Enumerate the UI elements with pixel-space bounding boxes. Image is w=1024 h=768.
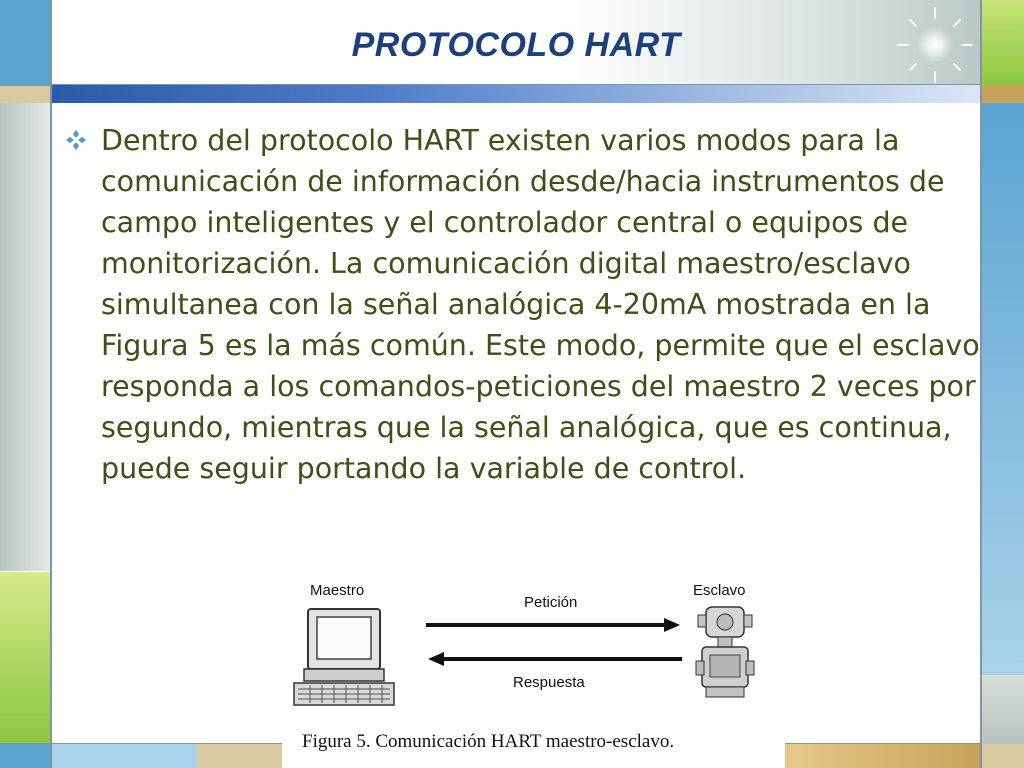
master-label: Maestro	[310, 582, 365, 599]
frame-block-left-tan	[0, 85, 50, 103]
request-arrow	[424, 617, 684, 633]
frame-block-left-green	[0, 572, 50, 744]
frame-block-left-grey	[0, 103, 50, 571]
frame-block-right-tan	[982, 85, 1024, 103]
figure-caption: Figura 5. Comunicación HART maestro-esclavo.	[302, 731, 675, 752]
frame-block-right-bottom	[982, 744, 1024, 768]
frame-block-top-left	[0, 0, 50, 85]
slide-body-text: Dentro del protocolo HART existen varios modos para la comunicación de información desde/hacia instrumentos de campo inteligentes y el controlador central o equipos de monitorización. La comunicación digital maestro/esclavo simultanea con la señal analógica 4-20mA mostrada en la Figura 5 es la más común. Este modo, permite que el esclavo responda a los comandos-peticiones del maestro 2 veces por segundo, mientras que la señal analógica, que es continua, puede seguir portando la variable de control.	[101, 124, 980, 485]
response-arrow	[424, 651, 684, 667]
diamond-cluster-bullet-icon	[64, 128, 88, 152]
response-label: Respuesta	[513, 674, 585, 691]
frame-block-right-grey	[982, 675, 1024, 744]
request-label: Petición	[524, 594, 578, 611]
frame-block-bottom-blue	[52, 744, 197, 768]
slide-title: PROTOCOLO HART	[351, 26, 681, 64]
field-transmitter-icon	[692, 603, 758, 703]
frame-line-left	[50, 0, 52, 768]
frame-block-bottom-tan	[197, 744, 283, 768]
frame-block-right-green	[982, 0, 1024, 85]
frame-block-left-bottom	[0, 744, 50, 768]
slave-label: Esclavo	[693, 582, 746, 599]
figure-master-slave	[282, 573, 785, 768]
computer-terminal-icon	[290, 603, 402, 715]
frame-block-bottom-grey	[784, 744, 980, 768]
title-underline-bar	[52, 85, 980, 103]
